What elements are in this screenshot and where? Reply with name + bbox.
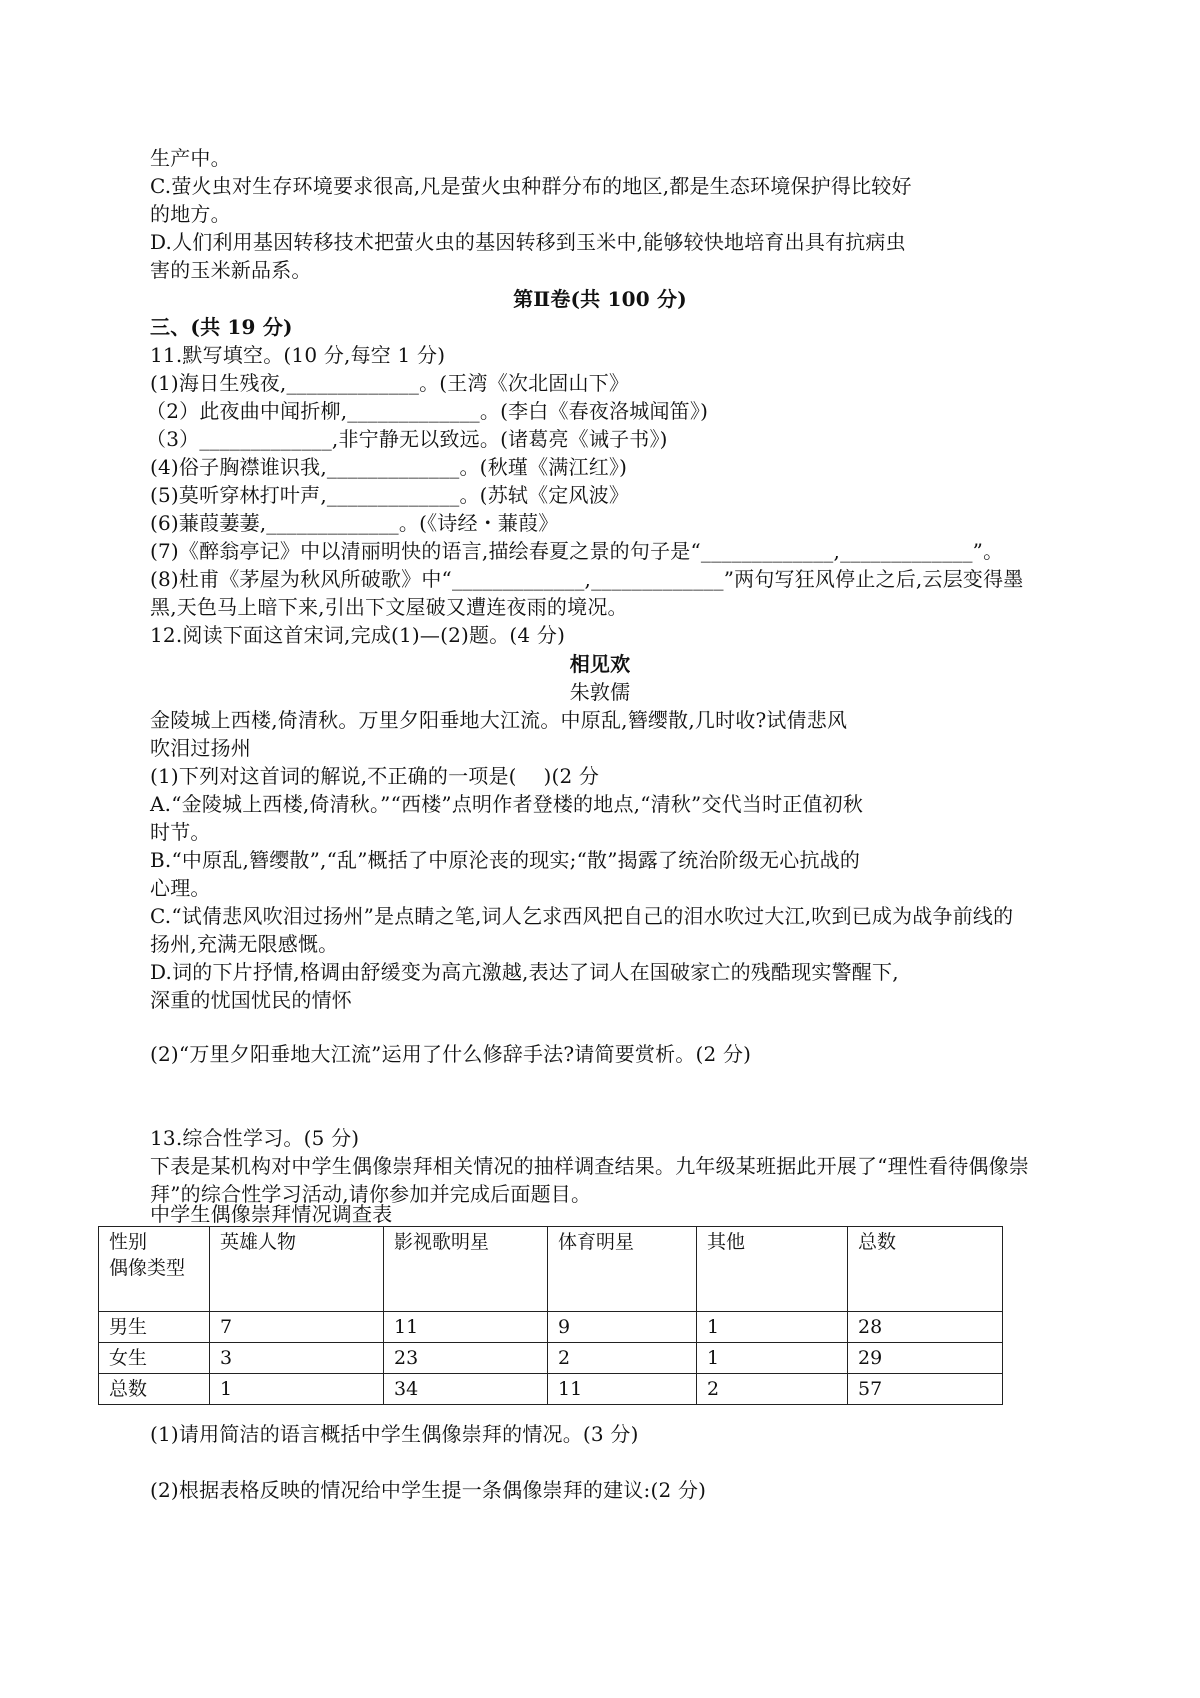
blank-item: (5)莫听穿林打叶声,_____________。(苏轼《定风波》 bbox=[150, 483, 630, 507]
blank-item: (6)蒹葭萋萋,_____________。(《诗经・蒹葭》 bbox=[150, 511, 559, 535]
text-line: 拜”的综合性学习活动,请你参加并完成后面题目。 bbox=[150, 1182, 592, 1206]
option-c-text: C.“试倩悲风吹泪过扬州”是点睛之笔,词人乞求西风把自己的泪水吹过大江,吹到已成为战争前线的 bbox=[150, 904, 1014, 928]
table-cell: 男生 bbox=[99, 1312, 210, 1343]
poem-text: 金陵城上西楼,倚清秋。万里夕阳垂地大江流。中原乱,簪缨散,几时收?试倩悲风 bbox=[150, 708, 848, 732]
table-cell: 29 bbox=[848, 1343, 1003, 1374]
blank-item: (4)俗子胸襟谁识我,_____________。(秋瑾《满江红》) bbox=[150, 455, 628, 479]
text-line: 扬州,充满无限感慨。 bbox=[150, 932, 339, 956]
table-cell: 9 bbox=[548, 1312, 697, 1343]
option-c-text: C.萤火虫对生存环境要求很高,凡是萤火虫种群分布的地区,都是生态环境保护得比较好 bbox=[150, 174, 912, 198]
table-cell: 1 bbox=[697, 1312, 848, 1343]
survey-table bbox=[98, 1226, 1003, 1405]
option-b-text: B.“中原乱,簪缨散”,“乱”概括了中原沦丧的现实;“散”揭露了统治阶级无心抗战的 bbox=[150, 848, 861, 872]
section-title: 第Ⅱ卷(共 100 分) bbox=[513, 287, 687, 311]
table-cell: 1 bbox=[697, 1343, 848, 1374]
table-row bbox=[99, 1312, 1003, 1343]
table-cell: 11 bbox=[384, 1312, 548, 1343]
text-line: 黑,天色马上暗下来,引出下文屋破又遭连夜雨的境况。 bbox=[150, 595, 628, 619]
blank-item: （3）_____________,非宁静无以致远。(诸葛亮《诫子书》) bbox=[146, 427, 668, 451]
table-header-row bbox=[99, 1227, 1003, 1312]
table-cell: 1 bbox=[210, 1374, 384, 1405]
table-row bbox=[99, 1343, 1003, 1374]
table-cell: 2 bbox=[697, 1374, 848, 1405]
table-header-cell: 总数 bbox=[848, 1227, 1003, 1312]
option-d-text: D.人们利用基因转移技术把萤火虫的基因转移到玉米中,能够较快地培育出具有抗病虫 bbox=[150, 230, 906, 254]
text-line: 深重的忧国忧民的情怀 bbox=[150, 988, 352, 1012]
table-header-cell: 英雄人物 bbox=[210, 1227, 384, 1312]
poem-title: 相见欢 bbox=[569, 652, 631, 676]
table-cell: 11 bbox=[548, 1374, 697, 1405]
sub-question: (1)下列对这首词的解说,不正确的一项是( )(2 分 bbox=[150, 764, 600, 788]
text-line: 心理。 bbox=[150, 876, 211, 900]
option-a-text: A.“金陵城上西楼,倚清秋。”“西楼”点明作者登楼的地点,“清秋”交代当时正值初秋 bbox=[150, 792, 864, 816]
table-header-cell: 性别 偶像类型 bbox=[99, 1227, 210, 1312]
text-line: 害的玉米新品系。 bbox=[150, 258, 312, 282]
table-cell: 2 bbox=[548, 1343, 697, 1374]
table-cell: 28 bbox=[848, 1312, 1003, 1343]
sub-question: (1)请用简洁的语言概括中学生偶像崇拜的情况。(3 分) bbox=[150, 1422, 639, 1446]
blank-item: (7)《醉翁亭记》中以清丽明快的语言,描绘春夏之景的句子是“_____________,_____________”。 bbox=[150, 539, 1004, 563]
sub-question: (2)“万里夕阳垂地大江流”运用了什么修辞手法?请简要赏析。(2 分) bbox=[150, 1042, 752, 1066]
part-heading: 三、(共 19 分) bbox=[150, 315, 293, 339]
sub-question: (2)根据表格反映的情况给中学生提一条偶像崇拜的建议:(2 分) bbox=[150, 1478, 707, 1502]
blank-item: (8)杜甫《茅屋为秋风所破歌》中“_____________,_____________”两句写狂风停止之后,云层变得墨 bbox=[150, 567, 1024, 591]
table-cell: 3 bbox=[210, 1343, 384, 1374]
text-line: 的地方。 bbox=[150, 202, 231, 226]
table-cell: 23 bbox=[384, 1343, 548, 1374]
question-11: 11.默写填空。(10 分,每空 1 分) bbox=[150, 343, 446, 367]
text-line: 时节。 bbox=[150, 820, 211, 844]
table-cell: 女生 bbox=[99, 1343, 210, 1374]
table-header-cell: 其他 bbox=[697, 1227, 848, 1312]
table-cell: 34 bbox=[384, 1374, 548, 1405]
table-cell: 57 bbox=[848, 1374, 1003, 1405]
table-row bbox=[99, 1374, 1003, 1405]
question-12: 12.阅读下面这首宋词,完成(1)—(2)题。(4 分) bbox=[150, 623, 566, 647]
poem-author: 朱敦儒 bbox=[569, 680, 631, 704]
blank-item: (1)海日生残夜,_____________。(王湾《次北固山下》 bbox=[150, 371, 630, 395]
option-d-text: D.词的下片抒情,格调由舒缓变为高亢激越,表达了词人在国破家亡的残酷现实警醒下, bbox=[150, 960, 899, 984]
table-cell: 7 bbox=[210, 1312, 384, 1343]
table-header-cell: 体育明星 bbox=[548, 1227, 697, 1312]
table-caption: 中学生偶像崇拜情况调查表 bbox=[150, 1202, 393, 1226]
text-line: 下表是某机构对中学生偶像崇拜相关情况的抽样调查结果。九年级某班据此开展了“理性看待偶像崇 bbox=[150, 1154, 1030, 1178]
text-line: 生产中。 bbox=[150, 146, 231, 170]
table-cell: 总数 bbox=[99, 1374, 210, 1405]
table-header-cell: 影视歌明星 bbox=[384, 1227, 548, 1312]
poem-text: 吹泪过扬州 bbox=[150, 736, 251, 760]
blank-item: （2）此夜曲中闻折柳,_____________。(李白《春夜洛城闻笛》) bbox=[146, 399, 709, 423]
question-13: 13.综合性学习。(5 分) bbox=[150, 1126, 360, 1150]
